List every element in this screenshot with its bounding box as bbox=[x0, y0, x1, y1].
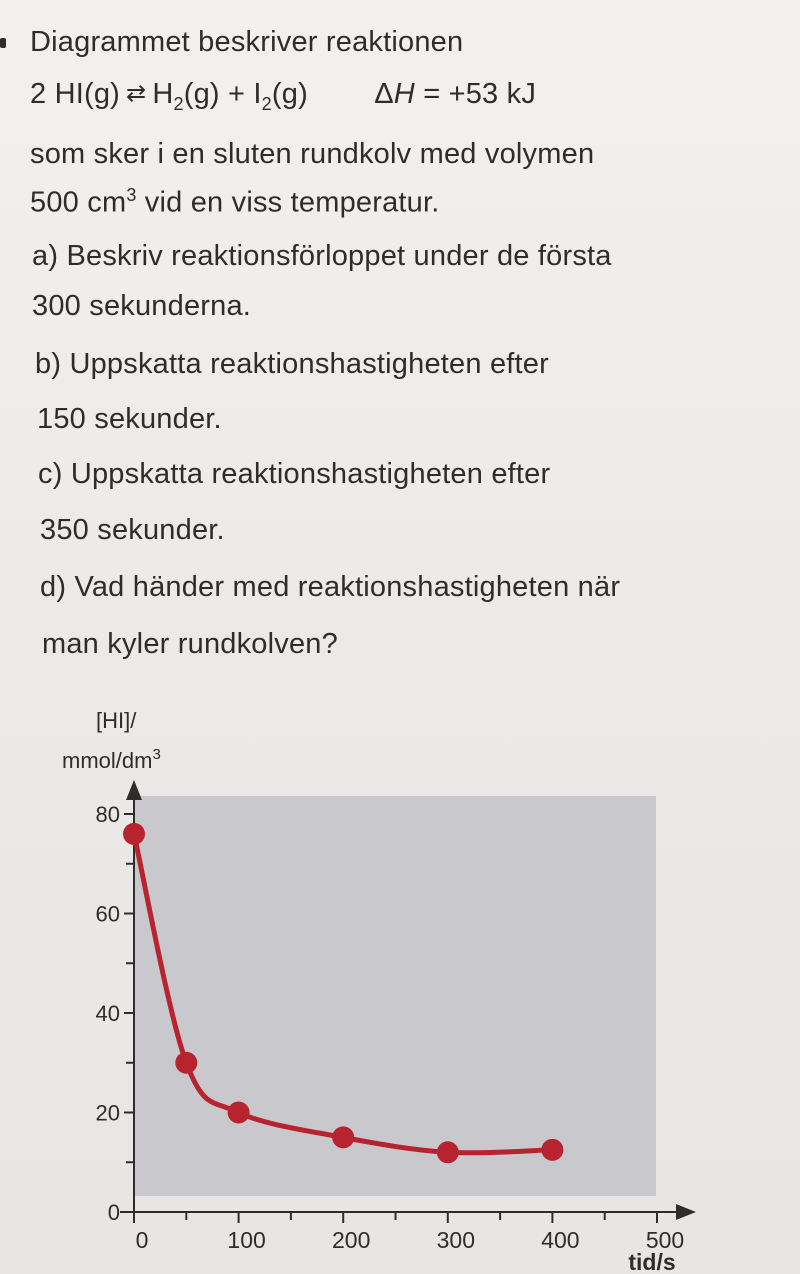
volume-sup: 3 bbox=[126, 185, 137, 205]
y-axis-unit-sup: 3 bbox=[152, 746, 161, 763]
data-point bbox=[175, 1052, 197, 1074]
x-tick-label: 0 bbox=[135, 1227, 149, 1253]
x-axis-label: tid/s bbox=[628, 1249, 676, 1274]
x-tick-label: 300 bbox=[436, 1227, 475, 1253]
question-intro: Diagrammet beskriver reaktionen bbox=[30, 26, 464, 58]
question-a-line-1: a) Beskriv reaktionsförloppet under de första bbox=[32, 240, 612, 272]
y-tick-label: 20 bbox=[95, 1100, 120, 1126]
data-point bbox=[332, 1126, 354, 1148]
plot-background bbox=[134, 796, 656, 1196]
y-axis-label-line-1: [HI]/ bbox=[96, 708, 137, 733]
question-line-3: som sker i en sluten rundkolv med volymen bbox=[30, 138, 595, 170]
x-axis-arrow-icon bbox=[676, 1204, 696, 1220]
data-point bbox=[541, 1139, 563, 1161]
question-b-line-2: 150 sekunder. bbox=[37, 403, 222, 435]
delta-symbol: Δ bbox=[374, 78, 394, 110]
x-tick-label: 100 bbox=[227, 1227, 266, 1253]
volume-rest: vid en viss temperatur. bbox=[136, 186, 440, 219]
equation-left: 2 HI(g) bbox=[30, 78, 121, 110]
y-axis-unit: mmol/dm bbox=[62, 748, 153, 773]
question-c-line-1: c) Uppskatta reaktionshastigheten efter bbox=[38, 458, 551, 490]
x-tick-label: 500 bbox=[645, 1227, 685, 1253]
equation-i-rest: (g) bbox=[271, 78, 308, 110]
y-axis-label-line-2 bbox=[62, 746, 161, 773]
equation-h-rest: (g) + I bbox=[183, 78, 262, 110]
data-point bbox=[437, 1141, 459, 1163]
y-axis-arrow-icon bbox=[126, 780, 142, 800]
question-b-line-1: b) Uppskatta reaktionshastigheten efter bbox=[35, 348, 549, 380]
x-tick-label: 200 bbox=[332, 1227, 371, 1253]
y-tick-label: 40 bbox=[95, 1001, 120, 1026]
equation-h-sub: 2 bbox=[173, 93, 184, 114]
y-tick-label: 80 bbox=[95, 802, 120, 827]
delta-variable: H bbox=[393, 78, 415, 110]
equation-i-sub: 2 bbox=[261, 93, 272, 114]
question-a-line-2: 300 sekunderna. bbox=[32, 290, 252, 322]
delta-value: = +53 kJ bbox=[414, 78, 537, 110]
y-tick-label: 60 bbox=[95, 901, 120, 927]
question-c-line-2: 350 sekunder. bbox=[40, 514, 225, 546]
question-d-line-1: d) Vad händer med reaktionshastigheten när bbox=[40, 571, 621, 603]
y-tick-label: 0 bbox=[107, 1200, 120, 1225]
data-point bbox=[123, 823, 145, 845]
equilibrium-arrow-icon: ⇄ bbox=[126, 80, 147, 107]
equation-h: H bbox=[152, 78, 174, 110]
question-d-line-2: man kyler rundkolven? bbox=[42, 628, 338, 660]
data-point bbox=[228, 1102, 250, 1124]
volume-value: 500 cm bbox=[30, 186, 127, 219]
x-tick-label: 400 bbox=[541, 1227, 580, 1253]
